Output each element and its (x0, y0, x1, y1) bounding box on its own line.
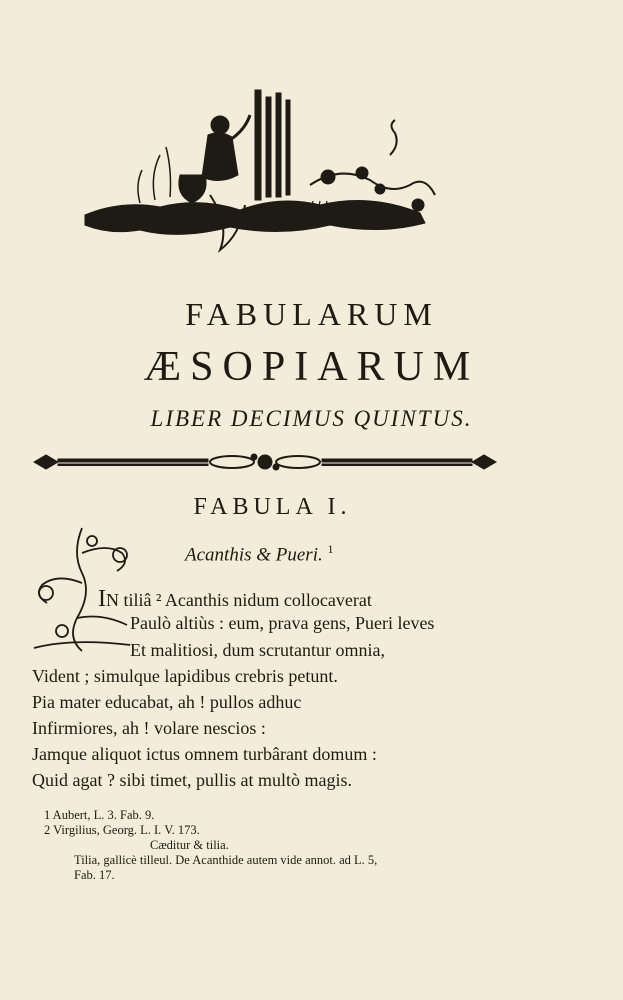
fable-subtitle (185, 542, 333, 566)
headpiece-ornament (80, 85, 450, 260)
footnote-2-note-cont: Fab. 17. (74, 868, 115, 882)
footnote-1: 1 Aubert, L. 3. Fab. 9. (44, 808, 155, 822)
verse-line-4: Vident ; simulque lapidibus crebris petunt. (32, 666, 338, 686)
verse-line-1-text: N tiliâ ² Acanthis nidum collocaverat (106, 590, 372, 610)
title-line-3: LIBER DECIMUS QUINTUS. (150, 406, 473, 431)
verse-line-5: Pia mater educabat, ah ! pullos adhuc (32, 692, 302, 712)
verse-line-8: Quid agat ? sibi timet, pullis at multò magis. (32, 770, 352, 790)
fable-subtitle-text: Acanthis & Pueri. (185, 544, 323, 566)
footnote-2-quote: Cæditur & tilia. (150, 838, 229, 852)
fable-heading: FABULA I. (193, 494, 352, 520)
footnotes (44, 808, 377, 883)
subtitle-note-marker: 1 (327, 542, 334, 556)
verse-line-1 (98, 586, 372, 613)
verse-line-7: Jamque aliquot ictus omnem turbârant domum : (32, 744, 377, 764)
footnote-2-note: Tilia, gallicè tilleul. De Acanthide autem vide annot. ad L. 5, (74, 853, 378, 867)
title-line-2: ÆSOPIARUM (143, 344, 480, 390)
initial-letter: I (98, 586, 106, 612)
footnote-2: 2 Virgilius, Georg. L. I. V. 173. (44, 823, 200, 837)
verse-line-3: Et malitiosi, dum scrutantur omnia, (130, 640, 385, 660)
title-line-1: FABULARUM (185, 296, 438, 332)
verse-line-6: Infirmiores, ah ! volare nescios : (32, 718, 266, 738)
verse-line-2: Paulò altiùs : eum, prava gens, Pueri leves (130, 613, 435, 633)
ornamental-rule (32, 445, 498, 479)
